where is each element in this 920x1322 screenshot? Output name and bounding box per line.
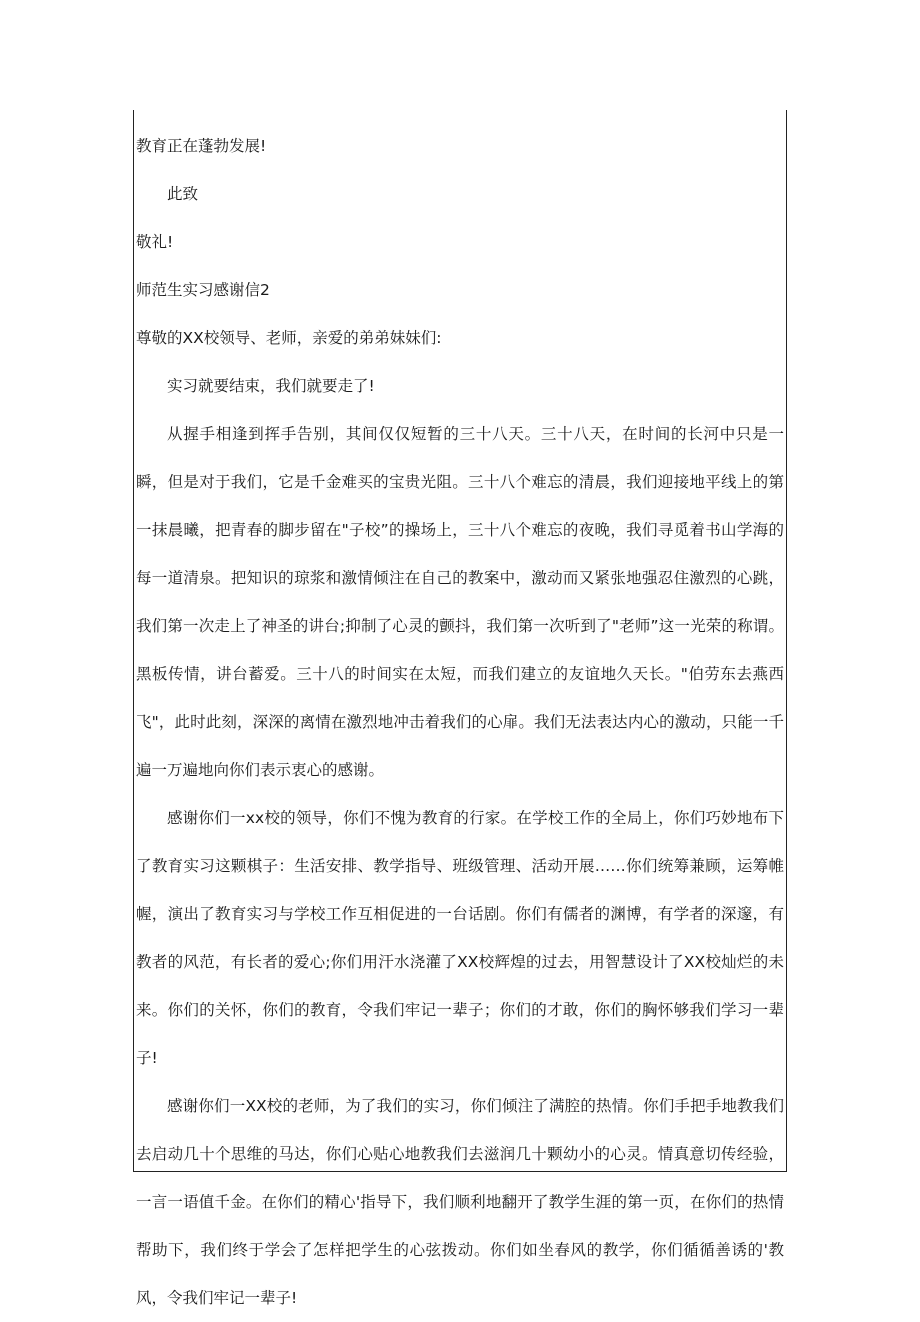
paragraph: 从握手相逢到挥手告别，其间仅仅短暂的三十八天。三十八天，在时间的长河中只是一瞬，但是对于我们，它是千金难买的宝贵光阻。三十八个难忘的清晨，我们迎接地平线上的第一抹晨曦，把青春的脚步留在"子校”的操场上，三十八个难忘的夜晚，我们寻觅着书山学海的每一道清泉。把知识的琼浆和激情倾注在自己的教案中，激动而又紧张地强忍住激烈的心跳，我们第一次走上了神圣的讲台;抑制了心灵的颤抖，我们第一次听到了"老师”这一光荣的称谓。黑板传情，讲台蓄爱。三十八的时间实在太短，而我们建立的友谊地久天长。"伯劳东去燕西飞"，此时此刻，深深的离情在激烈地冲击着我们的心扉。我们无法表达内心的激动，只能一千遍一万遍地向你们表示衷心的感谢。 bbox=[136, 425, 784, 779]
paragraph: 感谢你们一XX校的老师，为了我们的实习，你们倾注了满腔的热情。你们手把手地教我们去启动几十个思维的马达，你们心贴心地教我们去滋润几十颗幼小的心灵。情真意切传经验，一言一语值千金。在你们的精心'指导下，我们顺利地翻开了教学生涯的第一页，在你们的热情帮助下，我们终于学会了怎样把学生的心弦拨动。你们如坐春风的教学，你们循循善诱的'教风，令我们牢记一辈子! bbox=[136, 1097, 784, 1307]
intro-line: 实习就要结束，我们就要走了! bbox=[167, 377, 375, 395]
letter-title: 师范生实习感谢信2 bbox=[136, 281, 270, 299]
letter-greeting: 尊敬的XX校领导、老师，亲爱的弟弟妹妹们: bbox=[136, 329, 442, 347]
paragraph: 感谢你们一xx校的领导，你们不愧为教育的行家。在学校工作的全局上，你们巧妙地布下了教育实习这颗棋子：生活安排、教学指导、班级管理、活动开展……你们统筹兼顾，运筹帷幄，演出了教育实习与学校工作互相促进的一台话剧。你们有儒者的渊博，有学者的深邃，有教者的风范，有长者的爱心;你们用汗水浇灌了XX校辉煌的过去，用智慧设计了XX校灿烂的未来。你们的关怀，你们的教育，令我们牢记一辈子；你们的才敢，你们的胸怀够我们学习一辈子! bbox=[136, 809, 784, 1067]
closing-salutation: 此致 bbox=[167, 185, 199, 203]
letter-body bbox=[136, 122, 784, 1322]
closing-regards: 敬礼! bbox=[136, 233, 174, 251]
opening-tail-line: 教育正在蓬勃发展! bbox=[136, 137, 267, 155]
